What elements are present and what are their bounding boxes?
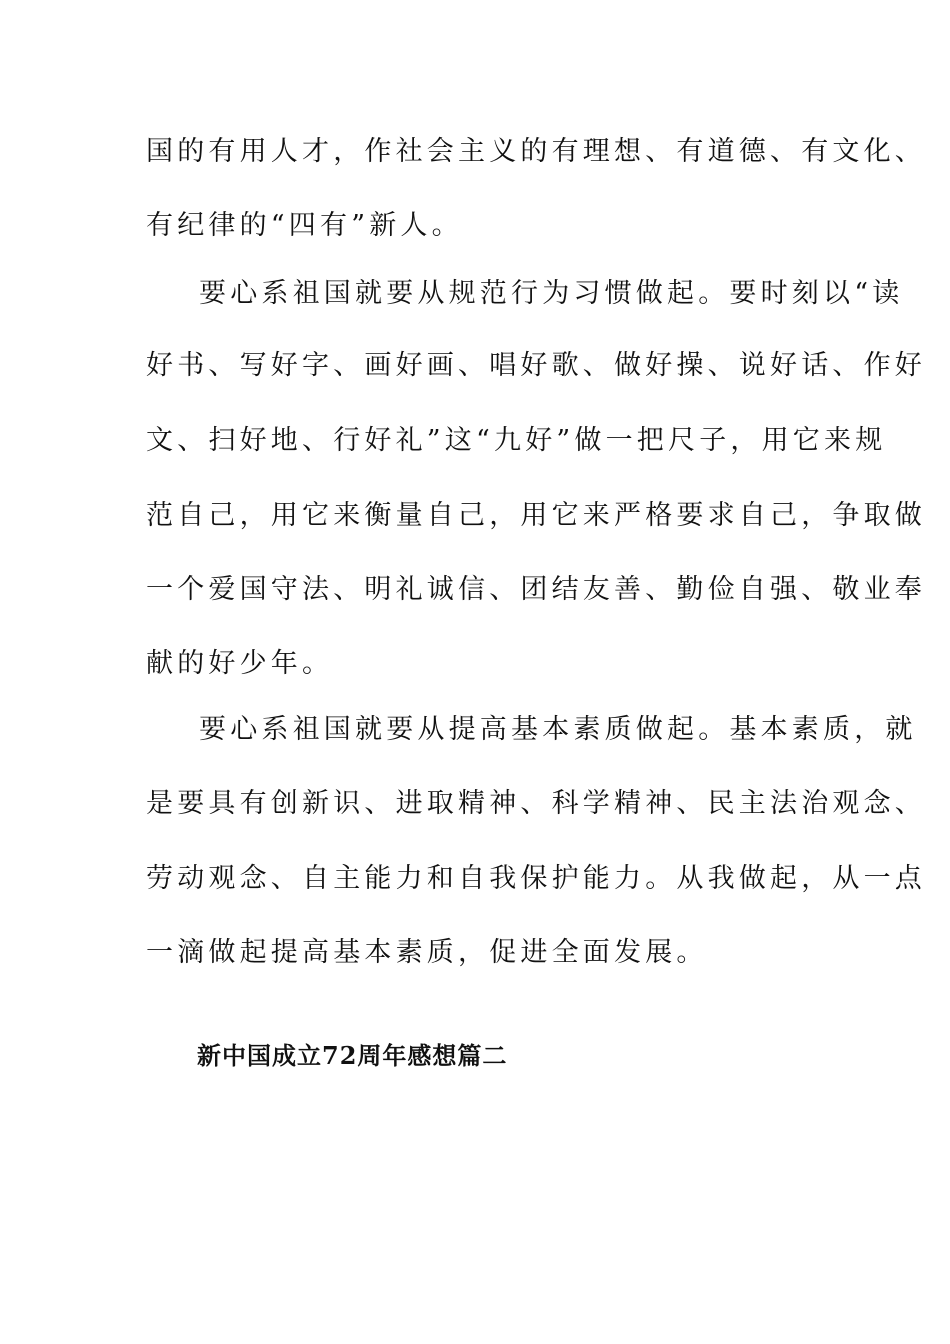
paragraph-line: 献的好少年。	[146, 648, 334, 679]
paragraph-line: 有纪律的“四有”新人。	[146, 210, 463, 241]
section-heading: 新中国成立72周年感想篇二	[197, 1041, 508, 1070]
paragraph-line: 劳动观念、自主能力和自我保护能力。从我做起，从一点	[146, 863, 926, 894]
paragraph-line: 好书、写好字、画好画、唱好歌、做好操、说好话、作好	[146, 350, 926, 381]
paragraph-line: 文、扫好地、行好礼”这“九好”做一把尺子，用它来规	[146, 425, 887, 456]
paragraph-line: 一个爱国守法、明礼诚信、团结友善、勤俭自强、敬业奉	[146, 574, 926, 605]
paragraph-line: 一滴做起提高基本素质，促进全面发展。	[146, 937, 708, 968]
paragraph-line: 是要具有创新识、进取精神、科学精神、民主法治观念、	[146, 788, 926, 819]
paragraph-line: 国的有用人才，作社会主义的有理想、有道德、有文化、	[146, 136, 926, 167]
paragraph-line: 要心系祖国就要从提高基本素质做起。基本素质，就	[199, 714, 917, 745]
paragraph-line: 要心系祖国就要从规范行为习惯做起。要时刻以“读	[199, 278, 904, 309]
paragraph-line: 范自己，用它来衡量自己，用它来严格要求自己，争取做	[146, 500, 926, 531]
